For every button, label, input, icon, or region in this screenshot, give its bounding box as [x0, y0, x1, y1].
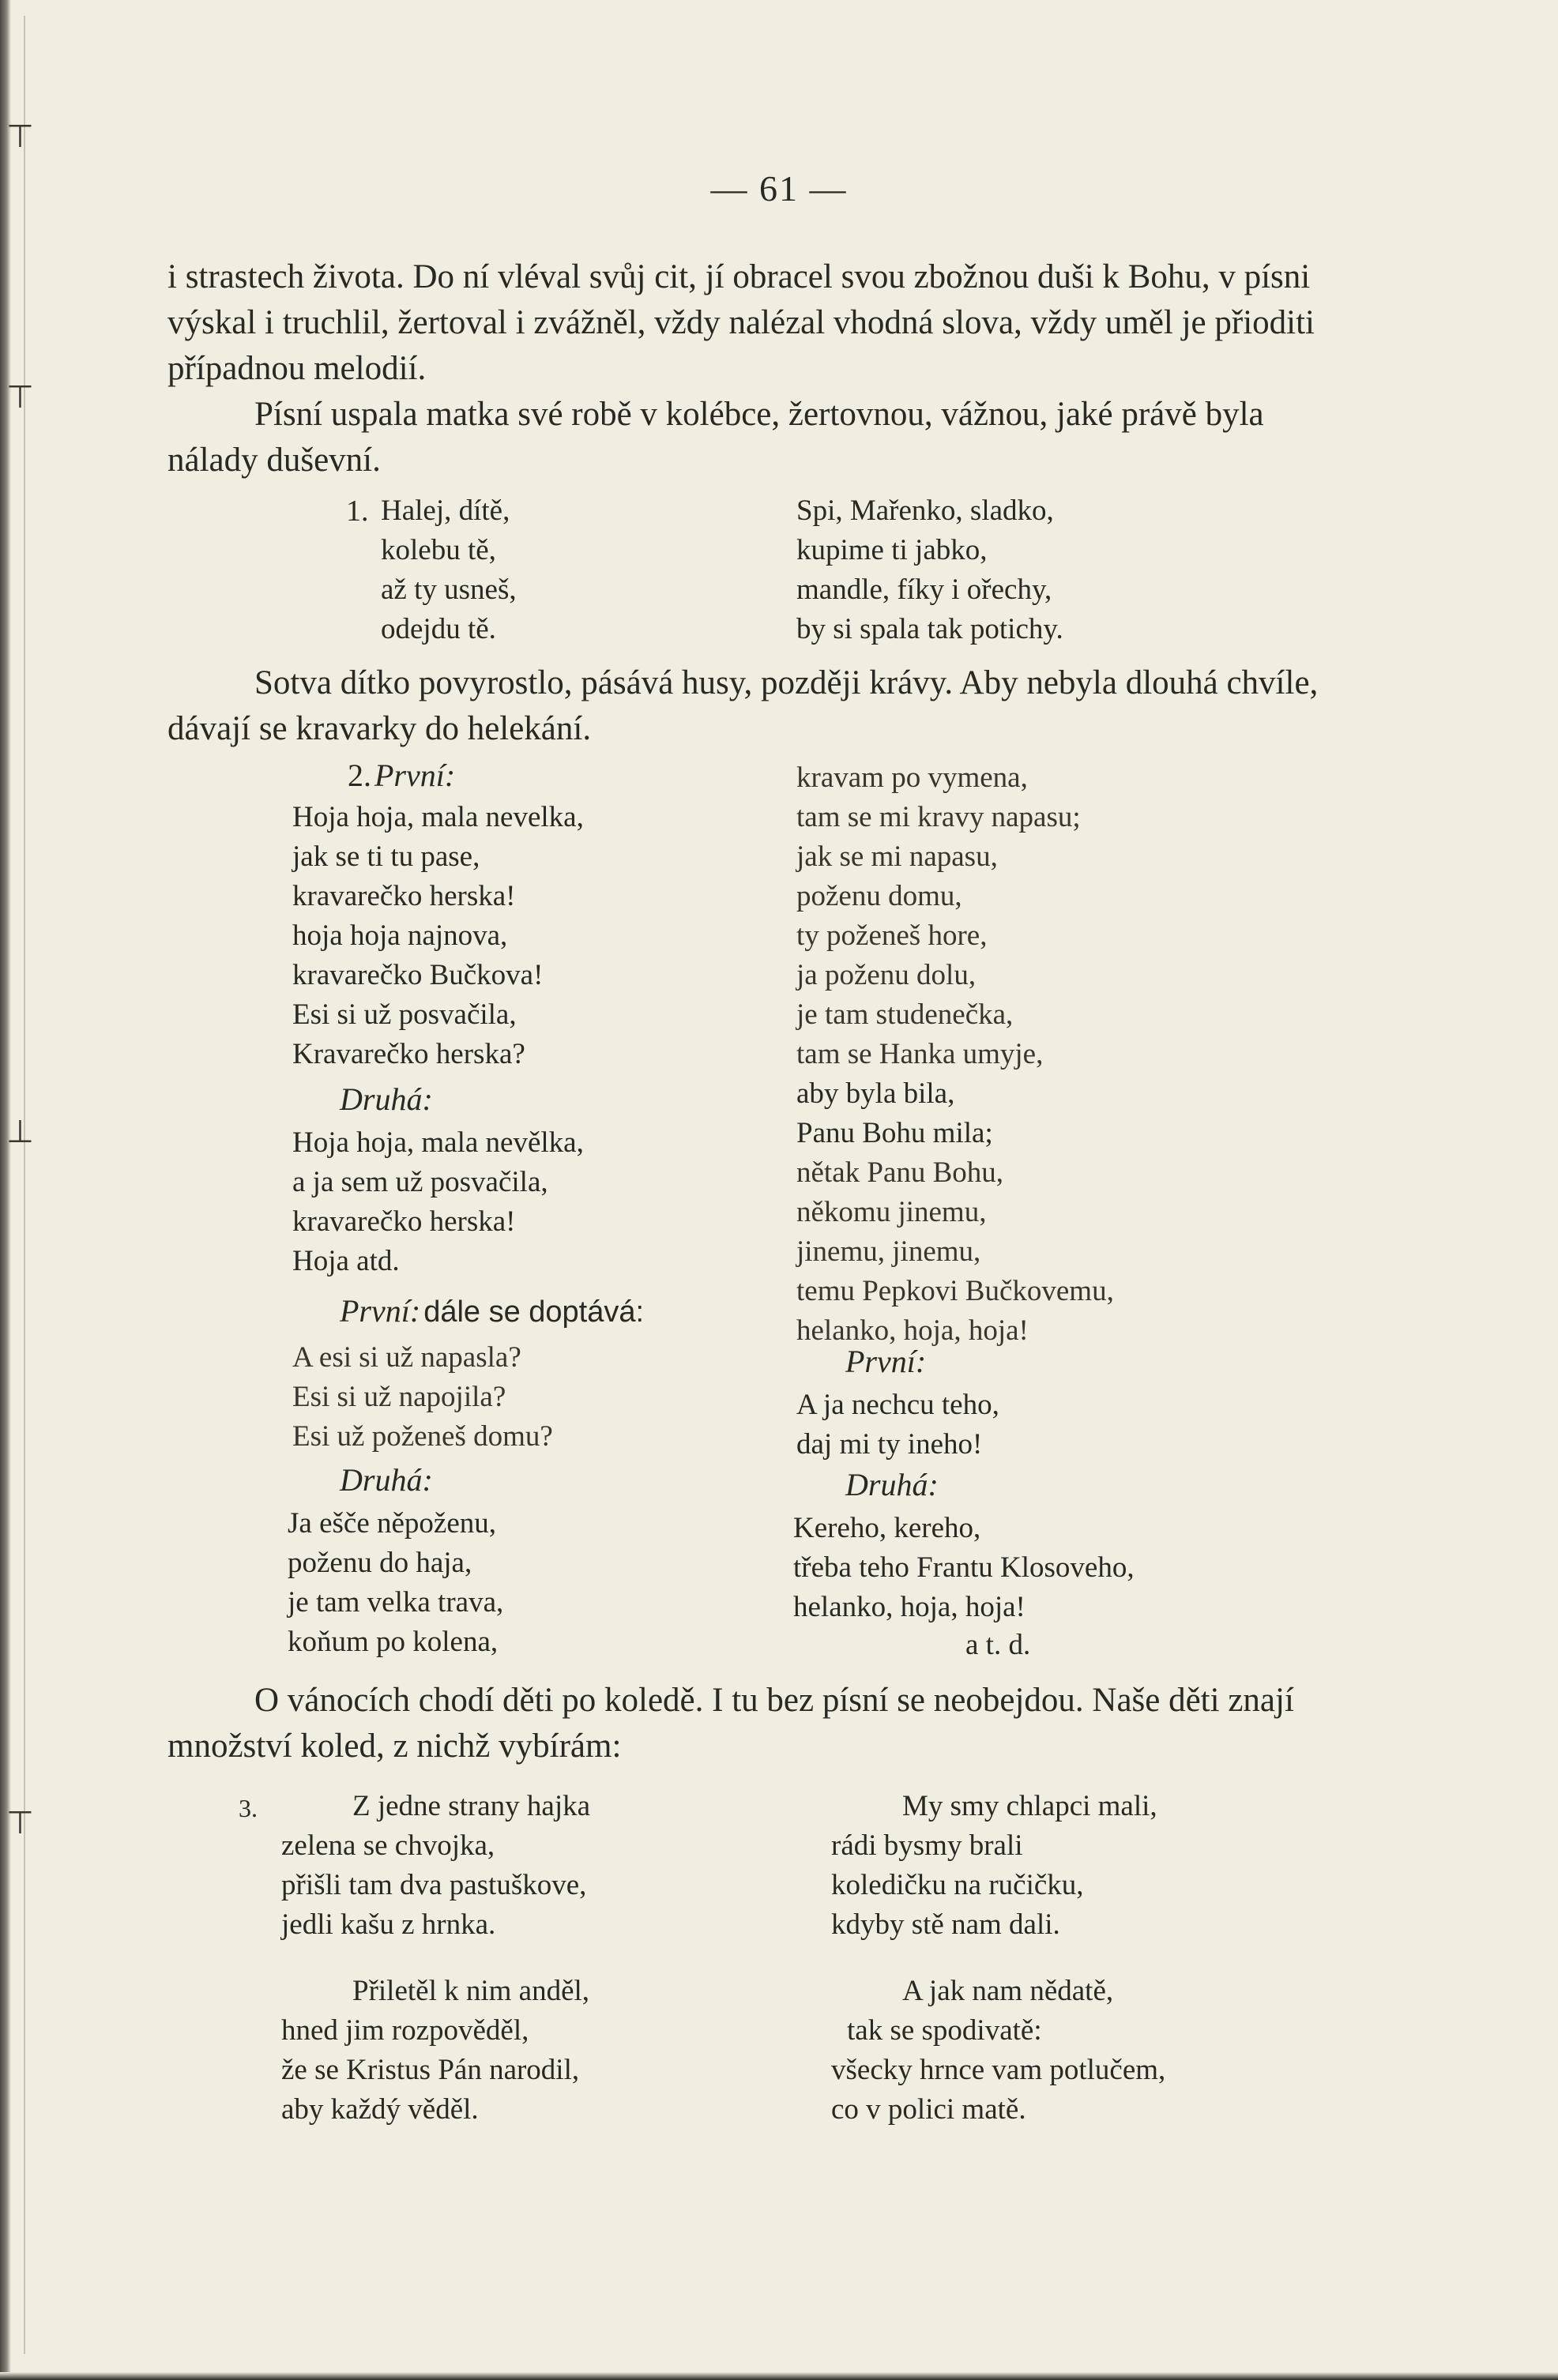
speaker-line: [340, 1289, 644, 1334]
verse-line: A jak nam nědatě,: [902, 1975, 1114, 2007]
verse-line: Esi už poženeš domu?: [292, 1420, 553, 1453]
verse-line: jak se ti tu pase,: [292, 840, 480, 873]
etc-label: a t. d.: [965, 1629, 1031, 1661]
verse-line: zelena se chvojka,: [281, 1829, 495, 1862]
verse-line: Panu Bohu mila;: [796, 1117, 993, 1149]
song-2-right-block-3: [793, 1509, 1135, 1627]
verse-line: třeba teho Frantu Klosoveho,: [793, 1551, 1135, 1584]
verse-line: Z jedne strany hajka: [352, 1790, 591, 1822]
verse-line: temu Pepkovi Bučkovemu,: [796, 1275, 1114, 1307]
page-number: — 61 —: [710, 168, 848, 209]
song-2-block-4: [288, 1504, 503, 1662]
verse-line: je tam studenečka,: [796, 998, 1014, 1031]
speaker-label: První:: [845, 1344, 927, 1379]
speaker-label: Druhá:: [340, 1081, 433, 1117]
verse-line: kupime ti jabko,: [796, 534, 988, 566]
song-2-block-1: [292, 798, 584, 1074]
verse-line: až ty usneš,: [381, 573, 517, 606]
verse-line: tam se Hanka umyje,: [796, 1038, 1044, 1070]
verse-line: odejdu tě.: [381, 613, 496, 645]
speaker-label: Druhá:: [340, 1462, 433, 1498]
verse-line: Kravarečko herska?: [292, 1038, 525, 1070]
paragraph-1: i strastech života. Do ní vléval svůj cit, jí obracel svou zbožnou duši k Bohu, v písni výskal i truchlil, žertoval i zvážněl, vždy nalézal vhodná slova, vždy uměl je přioditi případnou melodií.: [167, 258, 1315, 387]
verse-line: daj mi ty ineho!: [796, 1428, 983, 1461]
pin-icon: ⊤: [6, 1805, 34, 1841]
paragraph-2: Písní uspala matka své robě v kolébce, žertovnou, vážnou, jaké právě byla nálady duševní.: [167, 396, 1264, 479]
verse-line: Ja ešče něpoženu,: [288, 1507, 497, 1540]
verse-line: Hoja atd.: [292, 1245, 400, 1277]
verse-line: helanko, hoja, hoja!: [793, 1591, 1025, 1623]
verse-line: všecky hrnce vam potlučem,: [831, 2054, 1166, 2086]
verse-line: Přiletěl k nim anděl,: [352, 1975, 590, 2007]
song-3-left-verse-1: [281, 1787, 590, 1945]
song-3-right-verse-1: [831, 1787, 1157, 1945]
speaker-label: Druhá:: [845, 1467, 939, 1502]
verse-line: A esi si už napasla?: [292, 1341, 521, 1374]
verse-line: nětak Panu Bohu,: [796, 1156, 1004, 1189]
verse-line: Hoja hoja, mala nevelka,: [292, 801, 584, 833]
verse-line: Kereho, kereho,: [793, 1512, 981, 1544]
verse-line: A ja nechcu teho,: [796, 1389, 999, 1421]
verse-line: aby byla bila,: [796, 1077, 955, 1110]
verse-line: kravarečko Bučkova!: [292, 959, 544, 991]
verse-line: poženu domu,: [796, 880, 962, 912]
verse-line: kolebu tě,: [381, 534, 496, 566]
verse-line: koledičku na ručičku,: [831, 1869, 1084, 1901]
song-2-right-block-2: [796, 1386, 999, 1464]
verse-line: hoja hoja najnova,: [292, 919, 508, 952]
song-1-right-verse: [796, 491, 1063, 649]
verse-line: aby každý věděl.: [281, 2093, 479, 2126]
pin-icon: ⊤: [6, 379, 34, 415]
verse-line: Hoja hoja, mala nevělka,: [292, 1126, 584, 1159]
verse-line: kdyby stě nam dali.: [831, 1908, 1060, 1941]
verse-line: jak se mi napasu,: [796, 840, 998, 873]
paragraph-4: O vánocích chodí děti po koledě. I tu bez písní se neobejdou. Naše děti znají množství koled, z nichž vybírám:: [167, 1682, 1294, 1765]
verse-line: poženu do haja,: [288, 1547, 472, 1579]
speaker-label: První:: [374, 758, 456, 793]
verse-line: Esi si už napojila?: [292, 1381, 506, 1413]
pin-icon: ⊥: [6, 1114, 34, 1150]
verse-line: a ja sem už posvačila,: [292, 1166, 548, 1198]
song-1-number: 1.: [346, 494, 369, 528]
verse-line: rádi bysmy brali: [831, 1829, 1023, 1862]
verse-line: co v polici matě.: [831, 2093, 1026, 2126]
verse-line: kravarečko herska!: [292, 1205, 516, 1238]
song-2-number: 2.: [348, 758, 371, 793]
verse-line: mandle, fíky i ořechy,: [796, 573, 1052, 606]
verse-line: ja poženu dolu,: [796, 959, 977, 991]
speaker-follow-text: dále se doptává:: [423, 1295, 645, 1329]
verse-line: hned jim rozpověděl,: [281, 2014, 529, 2047]
verse-line: koňum po kolena,: [288, 1626, 499, 1658]
verse-line: kravarečko herska!: [292, 880, 516, 912]
verse-line: tam se mi kravy napasu;: [796, 801, 1081, 833]
verse-line: My smy chlapci mali,: [902, 1790, 1157, 1822]
song-3-right-verse-2: [831, 1972, 1165, 2130]
margin-rule: [24, 16, 25, 2354]
speaker-label: První:: [340, 1293, 421, 1329]
paragraph-3: Sotva dítko povyrostlo, pásává husy, později krávy. Aby nebyla dlouhá chvíle, dávají se kravarky do helekání.: [167, 664, 1319, 747]
verse-line: tak se spodivatě:: [847, 2014, 1042, 2047]
verse-line: jinemu, jinemu,: [796, 1235, 981, 1268]
song-2-heading: [348, 754, 455, 798]
verse-line: někomu jinemu,: [796, 1196, 987, 1228]
verse-line: jedli kašu z hrnka.: [281, 1908, 496, 1941]
song-2-right-block-1: [796, 758, 1114, 1351]
verse-line: Spi, Mařenko, sladko,: [796, 494, 1054, 527]
song-2-block-3: [292, 1338, 553, 1457]
page-bottom-edge: [0, 2372, 1558, 2380]
verse-line: přišli tam dva pastuškove,: [281, 1869, 587, 1901]
song-3-left-verse-2: [281, 1972, 589, 2130]
verse-line: kravam po vymena,: [796, 761, 1028, 794]
verse-line: ty poženeš hore,: [796, 919, 988, 952]
song-3-number: 3.: [239, 1794, 258, 1822]
verse-line: že se Kristus Pán narodil,: [281, 2054, 580, 2086]
page-binding-edge: [0, 0, 11, 2380]
song-1-left-verse: [381, 491, 517, 649]
verse-line: Halej, dítě,: [381, 494, 510, 527]
verse-line: Esi si už posvačila,: [292, 998, 517, 1031]
verse-line: helanko, hoja, hoja!: [796, 1314, 1029, 1347]
song-2-block-2: [292, 1123, 584, 1281]
verse-line: je tam velka trava,: [288, 1586, 504, 1619]
verse-line: by si spala tak potichy.: [796, 613, 1063, 645]
pin-icon: ⊤: [6, 118, 34, 155]
